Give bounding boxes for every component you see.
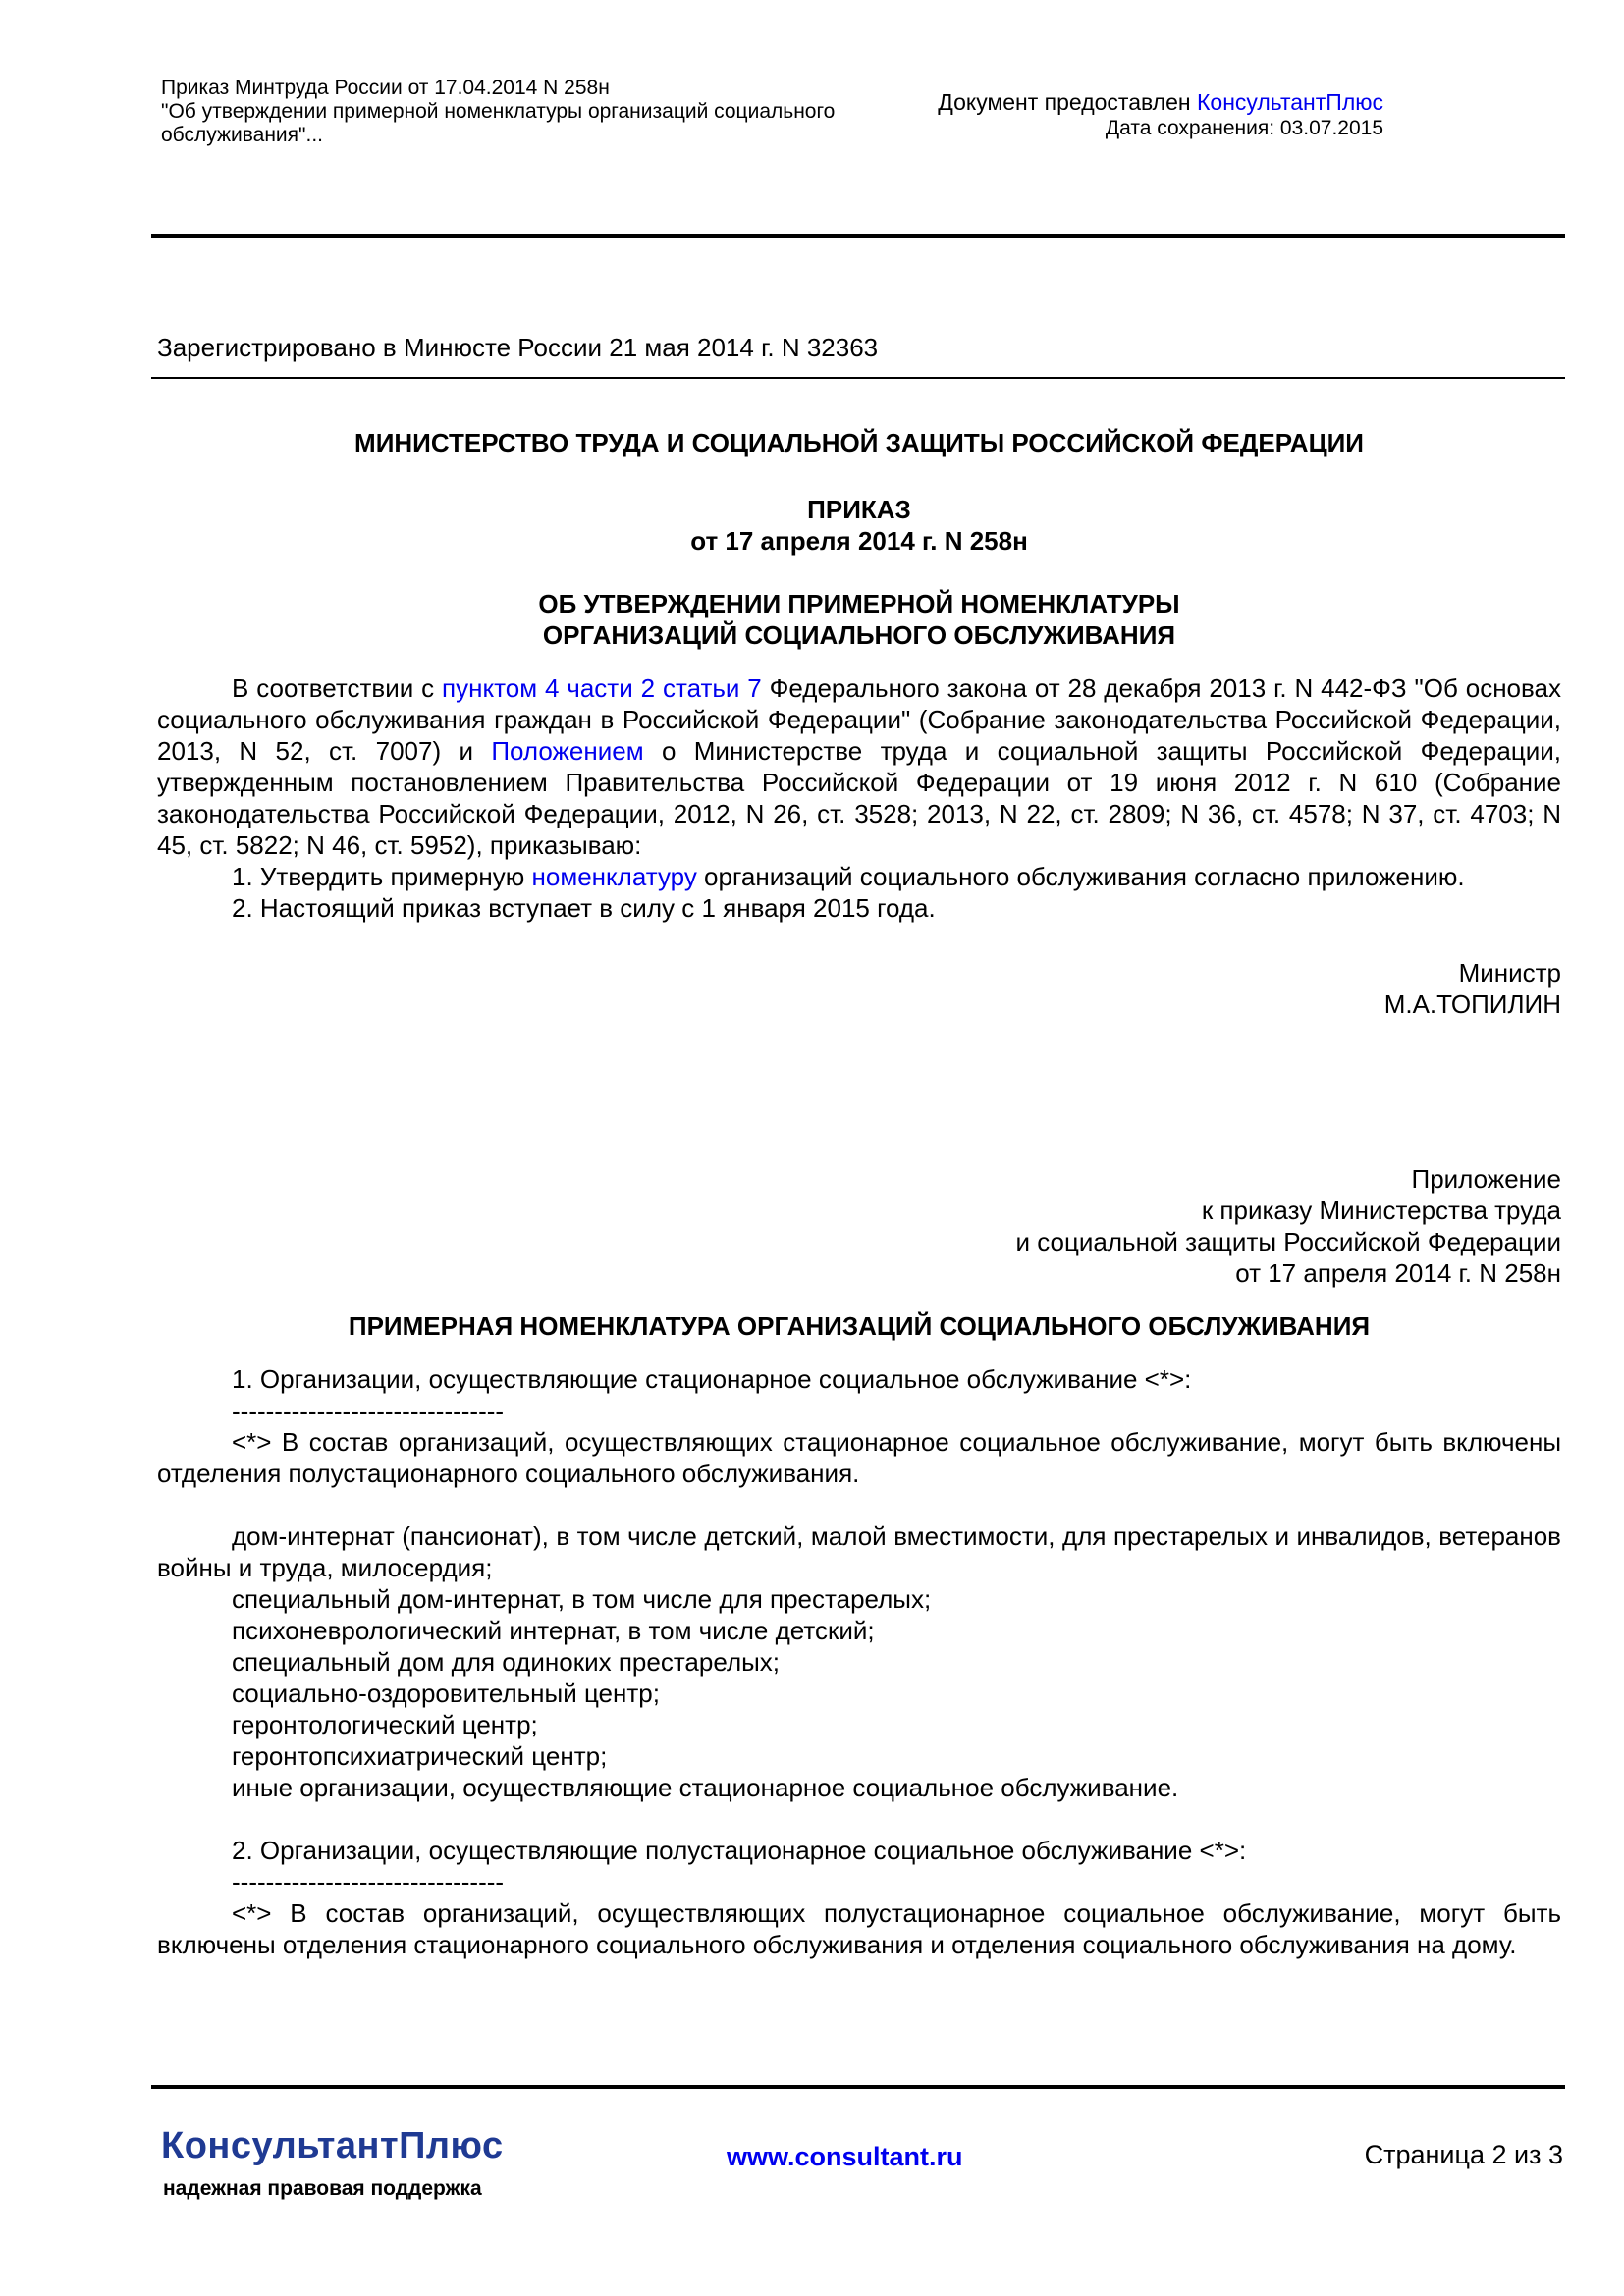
regulation-link[interactable]: Положением (491, 736, 644, 766)
registration-note: Зарегистрировано в Минюсте России 21 мая 2014 г. N 32363 (157, 333, 879, 362)
signature-name: М.А.ТОПИЛИН (1383, 989, 1561, 1019)
header-doc-title-line: Приказ Минтруда России от 17.04.2014 N 258н (161, 77, 610, 99)
appendix-line: и социальной защиты Российской Федерации (1015, 1227, 1561, 1256)
appendix-line: от 17 апреля 2014 г. N 258н (1235, 1258, 1561, 1288)
section-1-item: специальный дом-интернат, в том числе для престарелых; (232, 1584, 932, 1614)
section-1-item: специальный дом для одиноких престарелых; (232, 1647, 781, 1677)
preamble-text: В соответствии с (232, 673, 443, 703)
consultant-logo-tagline: надежная правовая поддержка (163, 2177, 482, 2200)
header-doc-title-line: обслуживания"... (161, 124, 323, 146)
preamble-paragraph (157, 672, 1561, 861)
order-subject-line: ОБ УТВЕРЖДЕНИИ ПРИМЕРНОЙ НОМЕНКЛАТУРЫ (538, 589, 1180, 618)
consultant-brand-link[interactable]: КонсультантПлюс (1197, 89, 1383, 115)
section-1-item: иные организации, осуществляющие стационарное социальное обслуживание. (232, 1773, 1179, 1802)
order-item-text: организаций социального обслуживания согласно приложению. (696, 862, 1465, 891)
section-1-heading: 1. Организации, осуществляющие стационарное социальное обслуживание <*>: (232, 1364, 1192, 1394)
appendix-line: к приказу Министерства труда (1201, 1196, 1561, 1225)
header-doc-title-line: "Об утверждении примерной номенклатуры организаций социального (161, 100, 836, 123)
order-subject-line: ОРГАНИЗАЦИЙ СОЦИАЛЬНОГО ОБСЛУЖИВАНИЯ (542, 620, 1176, 650)
document-body (157, 427, 1561, 1960)
ministry-name: МИНИСТЕРСТВО ТРУДА И СОЦИАЛЬНОЙ ЗАЩИТЫ РОССИЙСКОЙ ФЕДЕРАЦИИ (354, 428, 1364, 457)
preamble-text: о Министерстве труда и социальной защиты Российской Федерации, утвержденным постановлением Правительства Российской Федерации от 19 июня 2012 г. N 610 (Собрание законодательства Российской Федерации, 2012, N 26, ст. 3528; 2013, N 22, ст. 2809; N 36, ст. 4578; N 37, ст. 4703; N 45, ст. 5822; N 46, ст. 5952), приказываю: (157, 736, 1562, 860)
order-item-text: 1. Утвердить примерную (232, 862, 532, 891)
provided-by (938, 88, 1383, 116)
consultant-logo: КонсультантПлюс (161, 2125, 504, 2166)
header-provider-info (938, 88, 1383, 141)
header-doc-title (161, 77, 966, 147)
order-title: ПРИКАЗ (807, 495, 911, 524)
appendix-title: ПРИМЕРНАЯ НОМЕНКЛАТУРА ОРГАНИЗАЦИЙ СОЦИАЛЬНОГО ОБСЛУЖИВАНИЯ (348, 1311, 1371, 1341)
section-1-item: геронтологический центр; (232, 1710, 538, 1739)
section-2-heading: 2. Организации, осуществляющие полустационарное социальное обслуживание <*>: (232, 1836, 1247, 1865)
page-number: Страница 2 из 3 (1364, 2140, 1563, 2169)
section-1-item: социально-оздоровительный центр; (232, 1679, 660, 1708)
order-item-1 (157, 861, 1561, 892)
registration-divider (151, 377, 1565, 379)
footer-divider (151, 2085, 1565, 2089)
section-1-item: психоневрологический интернат, в том числе детский; (232, 1616, 875, 1645)
order-date: от 17 апреля 2014 г. N 258н (690, 526, 1028, 556)
nomenclature-link[interactable]: номенклатуру (531, 862, 697, 891)
section-1-item: дом-интернат (пансионат), в том числе детский, малой вместимости, для престарелых и инвалидов, ветеранов войны и труда, милосердия; (157, 1522, 1561, 1582)
section-2-footnote: <*> В состав организаций, осуществляющих полустационарное социальное обслуживание, могут быть включены отделения стационарного социального обслуживания и отделения социального обслуживания на дому. (157, 1898, 1561, 1959)
save-date: Дата сохранения: 03.07.2015 (1105, 117, 1383, 139)
order-item-2: 2. Настоящий приказ вступает в силу с 1 января 2015 года. (232, 893, 936, 923)
preamble-text: Федерального закона от 28 декабря 2013 г. N 442-ФЗ "Об основах социального обслуживания граждан в Российской Федерации" (Собрание законодательства Российской Федерации, 2013, N 52, ст. 7007) и (157, 673, 1561, 766)
footnote-separator: -------------------------------- (232, 1867, 505, 1896)
signature-position: Министр (1458, 958, 1561, 988)
appendix-line: Приложение (1411, 1164, 1561, 1194)
provided-by-label: Документ предоставлен (938, 89, 1197, 115)
footnote-separator: -------------------------------- (232, 1396, 505, 1425)
header-divider (151, 234, 1565, 238)
consultant-url-link[interactable]: www.consultant.ru (727, 2142, 963, 2171)
section-1-item: геронтопсихиатрический центр; (232, 1741, 608, 1771)
section-1-footnote: <*> В состав организаций, осуществляющих стационарное социальное обслуживание, могут быть включены отделения полустационарного социального обслуживания. (157, 1427, 1561, 1488)
law-article-link[interactable]: пунктом 4 части 2 статьи 7 (442, 673, 762, 703)
